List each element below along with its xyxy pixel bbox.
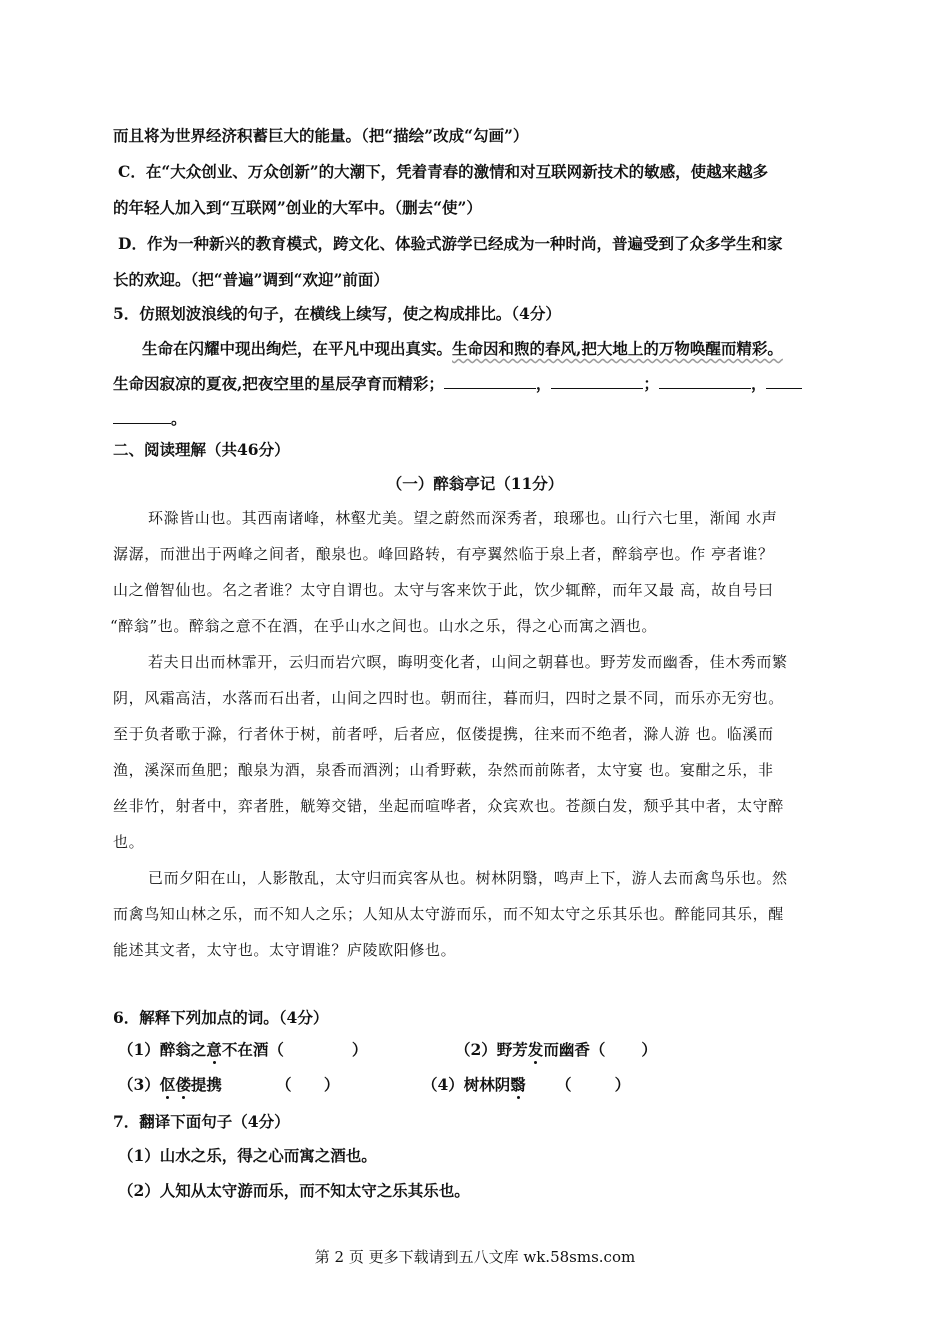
- q6-item1-prefix: （1）醉翁之: [118, 1040, 207, 1059]
- passage-p4-line2: 而禽鸟知山林之乐，而不知人之乐；人知从太守游而乐，而不知太守之乐其乐也。醉能同其乐，醒: [113, 905, 784, 923]
- q6-item4-dotted-word: 翳: [510, 1075, 526, 1094]
- q6-item4-answer[interactable]: （ ）: [556, 1075, 631, 1094]
- q5-text-line1: [142, 339, 783, 359]
- passage-p3-line4: 也。: [113, 833, 145, 851]
- q6-item1-dotted-word: 意: [206, 1040, 222, 1059]
- q4-text-line: 而且将为世界经济积蓄巨大的能量。（把“描绘”改成“勾画”）: [113, 126, 529, 145]
- q6-item3-dotted-word-1: 伛: [159, 1075, 176, 1094]
- q6-item3-dotted-word-2: 偻: [175, 1075, 191, 1094]
- q4-option-d-line1: D．作为一种新兴的教育模式，跨文化、体验式游学已经成为一种时尚，普遍受到了众多学生和家: [118, 234, 783, 253]
- passage-p4-line3: 能述其文者，太守也。太守谓谁？庐陵欧阳修也。: [113, 941, 457, 959]
- passage-p3-line1: 至于负者歌于滁，行者休于树，前者呼，后者应，伛偻提携，往来而不绝者，滁人游 也。临溪而: [113, 725, 774, 743]
- passage-p1-line3: 山之僧智仙也。名之者谁？太守自谓也。太守与客来饮于此，饮少辄醉，而年又最 高，故自号曰: [113, 581, 774, 599]
- passage-p3-line2: 渔，溪深而鱼肥；酿泉为酒，泉香而酒洌；山肴野蔌，杂然而前陈者，太守宴 也。宴酣之乐，非: [113, 761, 774, 779]
- q6-title: 6．解释下列加点的词。（4分）: [113, 1008, 329, 1027]
- q4-option-d-line2: 长的欢迎。（把“普遍”调到“欢迎”前面）: [113, 270, 389, 289]
- q4-option-c-line2: 的年轻人加入到“互联网”创业的大军中。（删去“使”）: [113, 198, 482, 217]
- q5-plain-sentence: 生命在闪耀中现出绚烂，在平凡中现出真实。: [142, 339, 453, 358]
- q5-blank-2[interactable]: [551, 373, 643, 389]
- passage-title: （一）醉翁亭记（11分）: [386, 474, 564, 493]
- page-footer: 第 2 页 更多下载请到五八文库 wk.58sms.com: [314, 1248, 636, 1266]
- q6-item1-suffix: 不在酒（: [221, 1040, 284, 1059]
- q4-option-c-line1: C．在“大众创业、万众创新”的大潮下，凭着青春的激情和对互联网新技术的敏感，使越来越多: [118, 162, 769, 181]
- passage-p1-line2: 潺潺，而泄出于两峰之间者，酿泉也。峰回路转，有亭翼然临于泉上者，醉翁亭也。作 亭者谁？: [113, 545, 774, 563]
- q5-line2-sentence: 生命因寂凉的夏夜,把夜空里的星辰孕育而精彩；: [113, 374, 444, 393]
- q6-item2-close: ）: [641, 1040, 657, 1059]
- q5-sep-1: ，: [535, 374, 552, 393]
- q5-end: 。: [171, 409, 187, 428]
- q6-item1-close: ）: [351, 1040, 368, 1059]
- passage-p4-line1: 已而夕阳在山，人影散乱，太守归而宾客从也。树林阴翳，鸣声上下，游人去而禽鸟乐也。然: [148, 869, 788, 887]
- q6-item2-dotted-word: 发: [527, 1040, 544, 1059]
- q5-blank-1[interactable]: [444, 373, 536, 389]
- section-2-heading: 二、阅读理解（共46分）: [113, 440, 290, 459]
- q6-item3-suffix: 提携: [190, 1075, 222, 1094]
- q6-item3-answer[interactable]: （ ）: [276, 1075, 340, 1094]
- passage-p2-line1: 若夫日出而林霏开，云归而岩穴暝，晦明变化者，山间之朝暮也。野芳发而幽香，佳木秀而繁: [148, 653, 788, 671]
- q6-item2-suffix: 而幽香（: [543, 1040, 606, 1059]
- q6-item3-prefix: （3）: [118, 1075, 160, 1094]
- q5-text-line2: [113, 373, 802, 394]
- q5-sep-2: ；: [643, 374, 659, 393]
- q7-item-1: （1）山水之乐，得之心而寓之酒也。: [118, 1146, 377, 1165]
- q6-item-3: [118, 1075, 222, 1095]
- q5-sep-3: ，: [750, 374, 767, 393]
- q7-title: 7．翻译下面句子（4分）: [113, 1112, 290, 1131]
- q5-text-line3: [113, 408, 187, 429]
- passage-p1-line4: “醉翁”也。醉翁之意不在酒，在乎山水之间也。山水之乐，得之心而寓之酒也。: [110, 617, 657, 635]
- q6-item-1: [118, 1040, 367, 1060]
- passage-p1-line1: 环滁皆山也。其西南诸峰，林壑尤美。望之蔚然而深秀者，琅琊也。山行六七里，渐闻 水声: [148, 509, 778, 527]
- q6-item-4: [422, 1075, 526, 1095]
- q5-blank-4a[interactable]: [766, 373, 802, 389]
- q6-item-2: [455, 1040, 657, 1060]
- q5-title: 5．仿照划波浪线的句子，在横线上续写，使之构成排比。（4分）: [113, 304, 561, 323]
- passage-p3-line3: 丝非竹，射者中，弈者胜，觥筹交错，坐起而喧哗者，众宾欢也。苍颜白发，颓乎其中者，太守醉: [113, 797, 784, 815]
- q7-item-2: （2）人知从太守游而乐，而不知太守之乐其乐也。: [118, 1181, 470, 1200]
- q5-wavy-sentence: 生命因和煦的春风,把大地上的万物唤醒而精彩。: [452, 339, 783, 358]
- q5-blank-3[interactable]: [659, 373, 751, 389]
- q5-blank-4b[interactable]: [113, 408, 171, 424]
- q6-item4-prefix: （4）树林阴: [422, 1075, 511, 1094]
- q6-item2-prefix: （2）野芳: [455, 1040, 528, 1059]
- passage-p2-line2: 阴，风霜高洁，水落而石出者，山间之四时也。朝而往，暮而归，四时之景不同，而乐亦无穷也。: [113, 689, 784, 707]
